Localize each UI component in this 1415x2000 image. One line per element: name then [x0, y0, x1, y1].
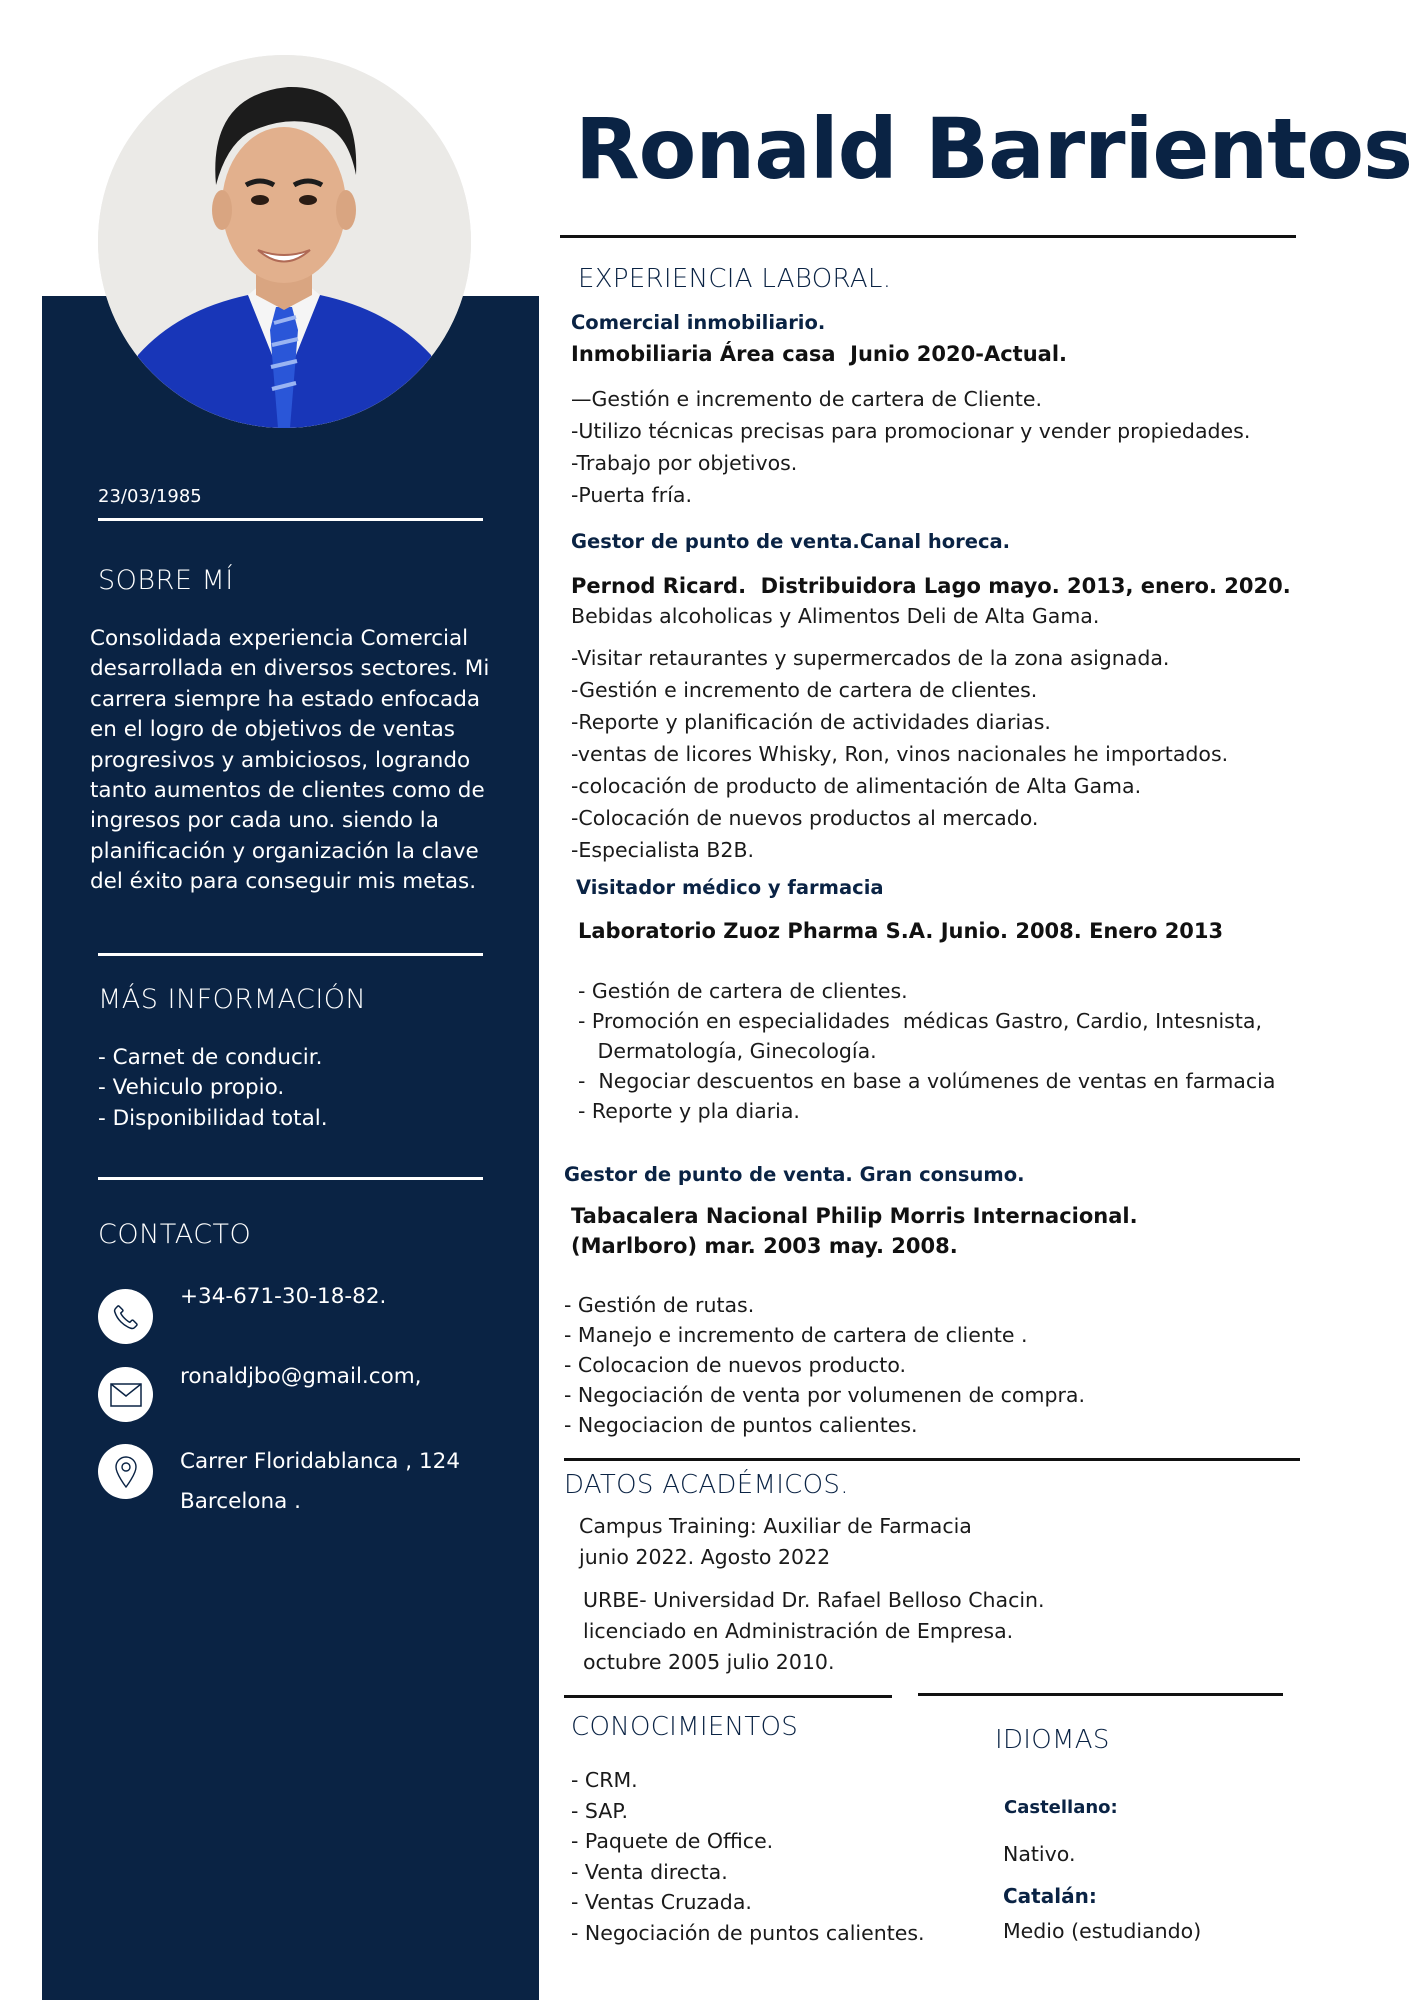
profile-photo — [98, 55, 471, 428]
company-line: (Marlboro) mar. 2003 may. 2008. — [571, 1234, 958, 1258]
list-item: - Negociar descuentos en base a volúmenes de ventas en farmacia — [578, 1069, 1276, 1093]
academic-line: licenciado en Administración de Empresa. — [583, 1619, 1014, 1643]
list-item: -Utilizo técnicas precisas para promocionar y vender propiedades. — [571, 419, 1251, 443]
academic-entry — [579, 1511, 972, 1573]
language-name: Castellano: — [1004, 1797, 1118, 1818]
about-line: desarrollada en diversos sectores. Mi — [90, 656, 490, 682]
skills-list — [571, 1765, 925, 1948]
about-line: carrera siempre ha estado enfocada — [90, 686, 481, 712]
academic-entry — [583, 1585, 1045, 1678]
list-item: -Especialista B2B. — [571, 838, 755, 862]
job-company: Laboratorio Zuoz Pharma S.A. Junio. 2008. Enero 2013 — [578, 919, 1224, 943]
contact-phone[interactable]: +34-671-30-18-82. — [180, 1284, 387, 1309]
academic-line: junio 2022. Agosto 2022 — [579, 1545, 831, 1569]
list-item: -Trabajo por objetivos. — [571, 451, 798, 475]
phone-icon — [98, 1289, 153, 1344]
academic-line: octubre 2005 julio 2010. — [583, 1650, 835, 1674]
job-duties — [564, 1290, 1085, 1440]
academic-line: URBE- Universidad Dr. Rafael Belloso Chacin. — [583, 1588, 1045, 1612]
languages-heading: IDIOMAS — [995, 1725, 1110, 1755]
job-duties — [571, 383, 1250, 511]
sidebar — [42, 296, 539, 2000]
job-title: Gestor de punto de venta. Gran consumo. — [564, 1163, 1025, 1186]
address-line: Barcelona . — [180, 1489, 301, 1514]
list-item: - Negociación de venta por volumenen de compra. — [564, 1383, 1085, 1407]
address-line: Carrer Floridablanca , 124 — [180, 1449, 461, 1474]
about-line: tanto aumentos de clientes como de — [90, 778, 485, 804]
divider — [98, 1177, 483, 1180]
list-item: - Ventas Cruzada. — [571, 1890, 752, 1914]
list-item: - Manejo e incremento de cartera de cliente . — [564, 1323, 1028, 1347]
academic-line: Campus Training: Auxiliar de Farmacia — [579, 1514, 972, 1538]
job-title: Gestor de punto de venta.Canal horeca. — [571, 530, 1011, 553]
more-info-heading: MÁS INFORMACIÓN — [98, 984, 367, 1015]
list-item: -Visitar retaurantes y supermercados de la zona asignada. — [571, 646, 1170, 670]
more-info-item: - Vehiculo propio. — [98, 1075, 285, 1101]
birth-date: 23/03/1985 — [98, 486, 202, 507]
list-item: - Negociación de puntos calientes. — [571, 1920, 925, 1945]
divider — [560, 235, 1296, 238]
divider — [98, 953, 483, 956]
job-title: Comercial inmobiliario. — [571, 311, 826, 334]
about-line: en el logro de objetivos de ventas — [90, 717, 455, 743]
job-duties — [571, 642, 1228, 866]
list-item: - Venta directa. — [571, 1859, 728, 1884]
about-line: del éxito para conseguir mis metas. — [90, 869, 477, 895]
list-item: - SAP. — [571, 1798, 629, 1823]
more-info-item: - Disponibilidad total. — [98, 1105, 328, 1131]
experience-heading: EXPERIENCIA LABORAL. — [578, 264, 892, 294]
list-item: -Colocación de nuevos productos al mercado. — [571, 806, 1039, 830]
list-item: Dermatología, Ginecología. — [578, 1039, 877, 1063]
profile-photo-illustration — [98, 55, 471, 428]
language-level: Nativo. — [1003, 1842, 1076, 1866]
about-heading: SOBRE MÍ — [98, 565, 234, 596]
divider — [98, 518, 483, 521]
more-info-list — [98, 1043, 328, 1134]
list-item: - Gestión de rutas. — [564, 1293, 755, 1317]
page-title: Ronald Barrientos — [575, 100, 1413, 198]
job-company: Inmobiliaria Área casa Junio 2020-Actual. — [571, 342, 1068, 366]
about-line: planificación y organización la clave — [90, 838, 479, 864]
list-item: - CRM. — [571, 1768, 638, 1792]
language-level: Medio (estudiando) — [1003, 1919, 1202, 1943]
list-item: - Negociacion de puntos calientes. — [564, 1413, 918, 1437]
list-item: -Puerta fría. — [571, 483, 692, 507]
mail-icon — [98, 1367, 153, 1422]
list-item: - Reporte y pla diaria. — [578, 1099, 800, 1123]
skills-heading: CONOCIMIENTOS — [571, 1712, 799, 1742]
more-info-item: - Carnet de conducir. — [98, 1045, 323, 1070]
list-item: —Gestión e incremento de cartera de Cliente. — [571, 387, 1042, 411]
list-item: -Gestión e incremento de cartera de clientes. — [571, 678, 1038, 702]
list-item: - Promoción en especialidades médicas Gastro, Cardio, Intesnista, — [578, 1009, 1262, 1033]
job-company — [571, 1201, 1138, 1261]
list-item: - Gestión de cartera de clientes. — [578, 979, 908, 1003]
job-title: Visitador médico y farmacia — [576, 876, 884, 899]
company-line: Tabacalera Nacional Philip Morris Internacional. — [571, 1204, 1138, 1228]
contact-address — [180, 1442, 460, 1522]
list-item: -Reporte y planificación de actividades diarias. — [571, 710, 1051, 734]
about-line: Consolidada experiencia Comercial — [90, 626, 469, 651]
location-pin-icon — [98, 1444, 153, 1499]
job-duties — [578, 976, 1275, 1126]
contact-email[interactable]: ronaldjbo@gmail.com, — [180, 1364, 422, 1389]
list-item: - Colocacion de nuevos producto. — [564, 1353, 907, 1377]
language-name: Catalán: — [1003, 1884, 1097, 1908]
list-item: - Paquete de Office. — [571, 1829, 774, 1853]
academic-heading: DATOS ACADÉMICOS. — [564, 1470, 849, 1500]
list-item: -colocación de producto de alimentación de Alta Gama. — [571, 774, 1142, 798]
job-subtitle: Bebidas alcoholicas y Alimentos Deli de Alta Gama. — [571, 604, 1100, 628]
divider — [564, 1695, 892, 1698]
contact-heading: CONTACTO — [98, 1219, 252, 1250]
divider — [564, 1458, 1300, 1461]
about-text — [90, 624, 530, 898]
job-company: Pernod Ricard. Distribuidora Lago mayo. 2013, enero. 2020. — [571, 574, 1291, 598]
divider — [918, 1693, 1283, 1696]
about-line: progresivos y ambiciosos, logrando — [90, 747, 471, 773]
about-line: ingresos por cada uno. siendo la — [90, 808, 439, 834]
list-item: -ventas de licores Whisky, Ron, vinos nacionales he importados. — [571, 742, 1229, 766]
